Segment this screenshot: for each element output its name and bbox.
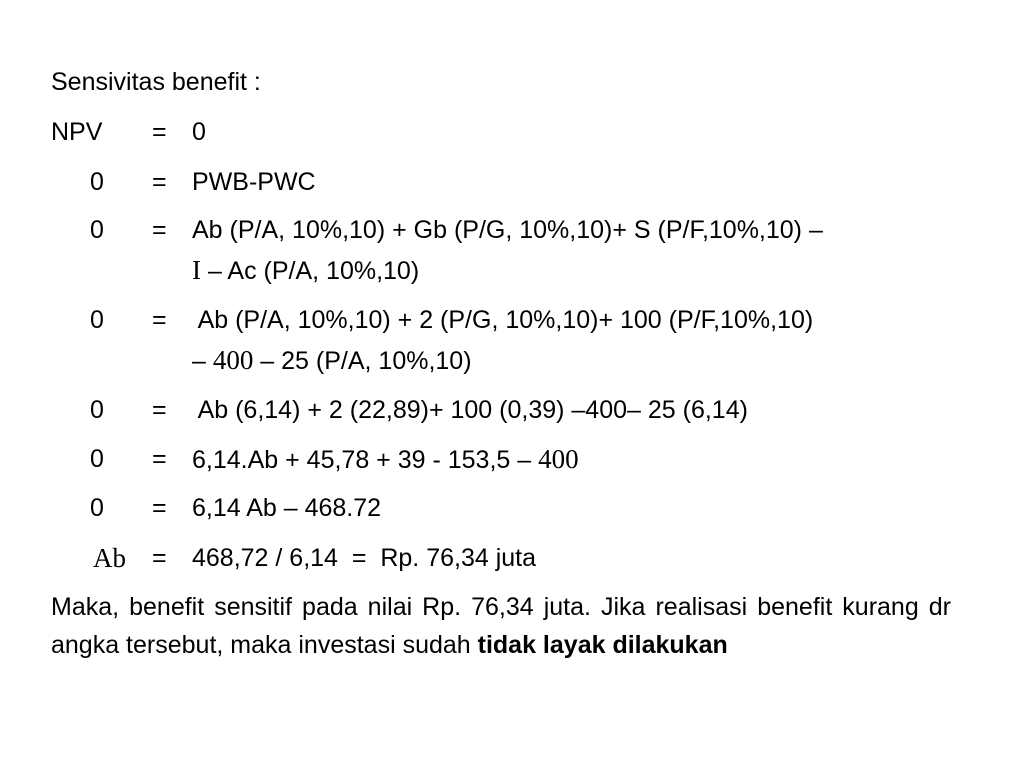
- equation-operator: =: [152, 306, 167, 334]
- equation-rhs-continued-text: – Ac (P/A, 10%,10): [201, 257, 420, 285]
- equation-rhs: Ab (P/A, 10%,10) + Gb (P/G, 10%,10)+ S (P/F,10%,10) –: [192, 216, 823, 244]
- equation-lhs: 0: [90, 168, 104, 196]
- equation-operator: =: [152, 396, 167, 424]
- equation-lhs: 0: [90, 216, 104, 244]
- equation-rhs: 6,14 Ab – 468.72: [192, 494, 382, 522]
- equation-operator: =: [152, 544, 167, 572]
- investment-value: 400: [212, 345, 254, 375]
- equation-rhs-continued: [192, 342, 472, 379]
- equation-rhs: PWB-PWC: [192, 168, 316, 196]
- equation-lhs-ab: Ab: [93, 543, 126, 573]
- equation-rhs: 0: [192, 118, 206, 146]
- investment-symbol: I: [192, 255, 201, 285]
- equation-rhs-continued-text: – 25 (P/A, 10%,10): [253, 347, 472, 375]
- investment-value: 400: [538, 444, 579, 474]
- equation-lhs: 0: [90, 396, 104, 424]
- equation-rhs: Ab (P/A, 10%,10) + 2 (P/G, 10%,10)+ 100 (P/F,10%,10): [192, 306, 814, 334]
- equation-operator: =: [152, 216, 167, 244]
- equation-rhs-continued-prefix: –: [192, 347, 213, 375]
- equation-rhs-text: 6,14.Ab + 45,78 + 39 - 153,5 –: [192, 446, 539, 474]
- equation-operator: =: [152, 494, 167, 522]
- equation-rhs: Ab (6,14) + 2 (22,89)+ 100 (0,39) –400– 25 (6,14): [192, 396, 748, 424]
- slide-heading: Sensivitas benefit :: [51, 68, 261, 96]
- equation-result: 468,72 / 6,14 = Rp. 76,34 juta: [192, 544, 537, 572]
- equation-lhs: 0: [90, 494, 104, 522]
- equation-lhs: 0: [90, 445, 104, 473]
- conclusion-paragraph: [51, 588, 951, 664]
- equation-operator: =: [152, 168, 167, 196]
- equation-rhs: [192, 441, 579, 478]
- equation-lhs: 0: [90, 306, 104, 334]
- equation-operator: =: [152, 445, 167, 473]
- conclusion-text: Maka, benefit sensitif pada nilai Rp. 76,34 juta. Jika realisasi benefit kurang dr angka tersebut, maka investasi sudah: [51, 593, 951, 659]
- equation-rhs-continued: [192, 252, 419, 289]
- equation-lhs: NPV: [51, 118, 103, 146]
- equation-operator: =: [152, 118, 167, 146]
- conclusion-emphasis: tidak layak dilakukan: [477, 631, 728, 659]
